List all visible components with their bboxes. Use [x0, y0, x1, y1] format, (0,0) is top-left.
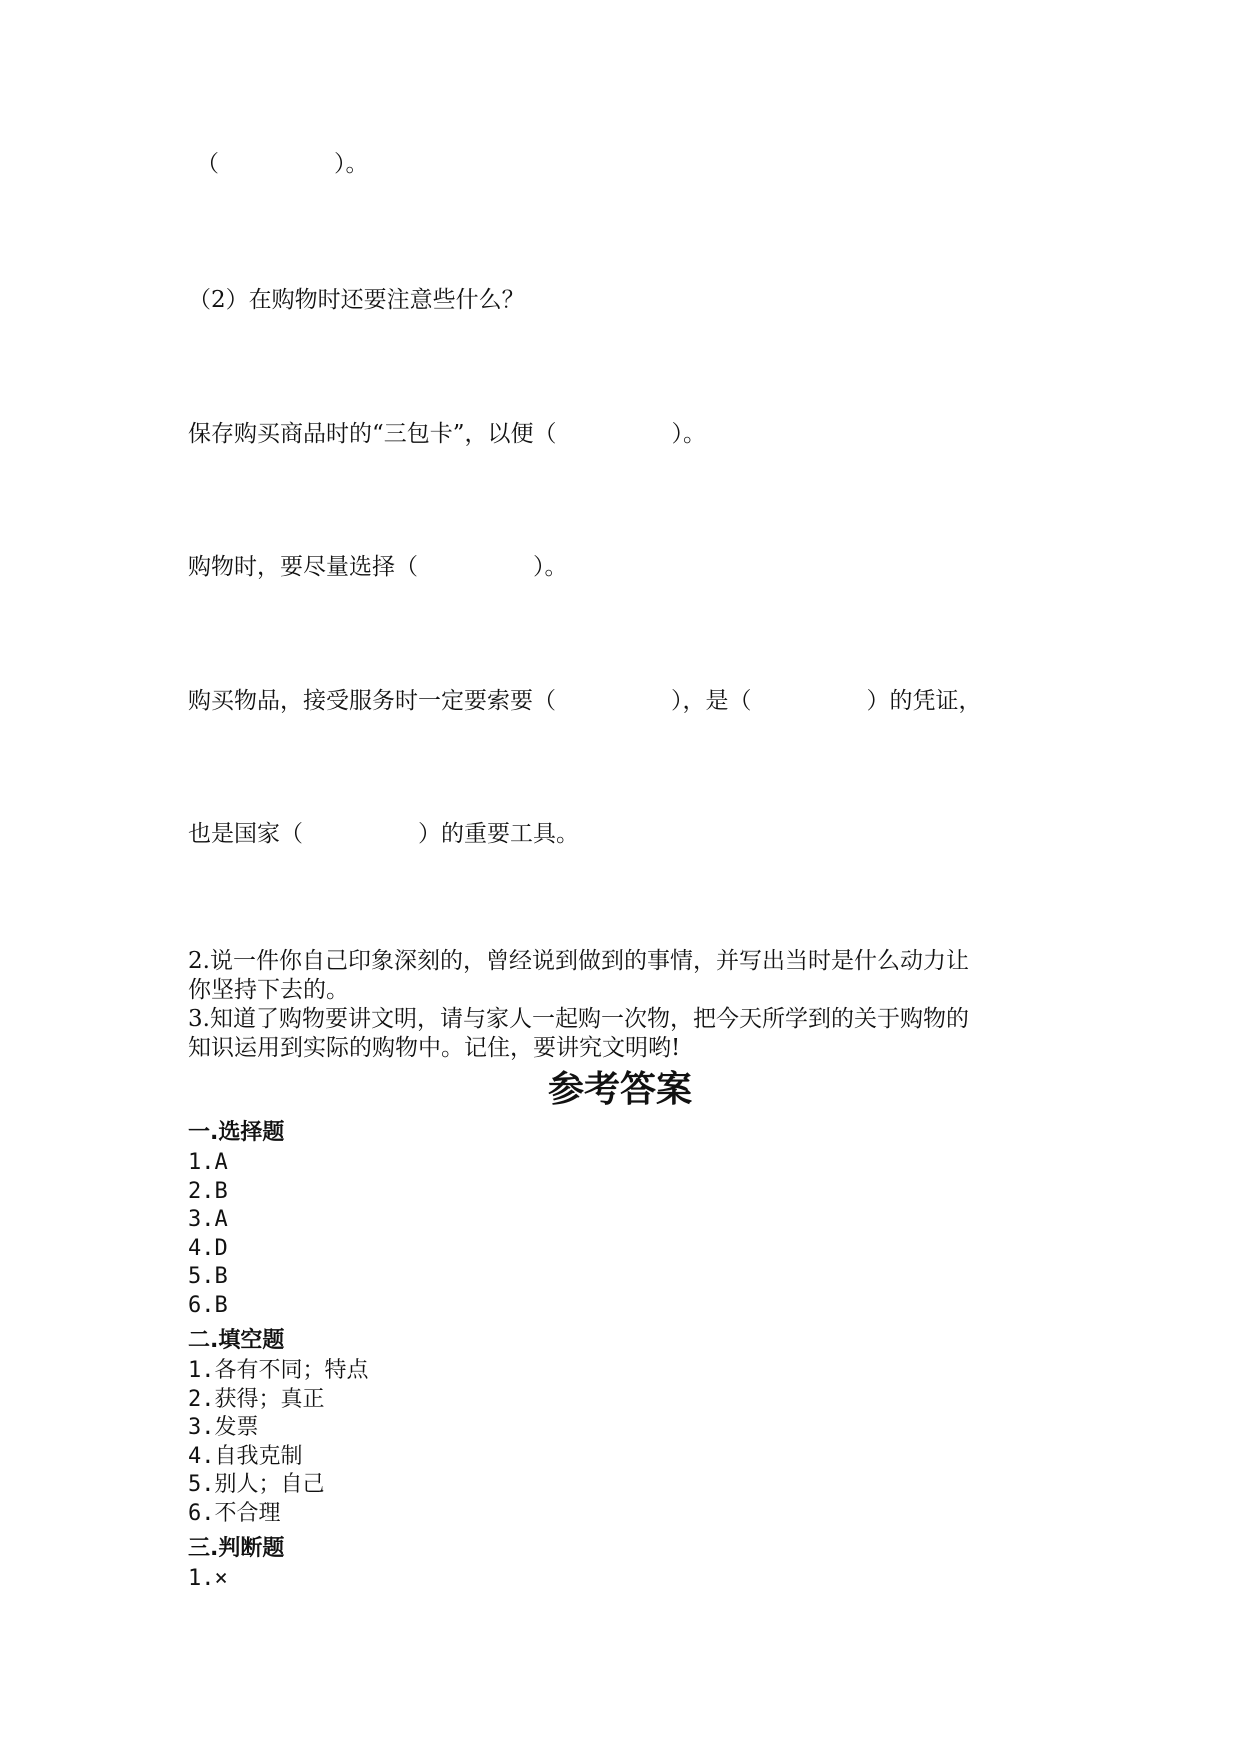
answer-key-title: 参考答案 — [547, 1069, 692, 1110]
q1-fill-line-2: 购物时，要尽量选择（ ）。 — [188, 554, 568, 580]
answer-item: 3.发票 — [188, 1415, 259, 1440]
answer-item: 6.B — [188, 1293, 228, 1318]
q1-fill-line-1: 保存购买商品时的“三包卡”，以便（ ）。 — [188, 421, 707, 447]
q1-fill-line-3: 购买物品，接受服务时一定要索要（ ），是（ ）的凭证， — [188, 688, 982, 714]
answer-item: 1.各有不同；特点 — [188, 1358, 369, 1383]
answer-item: 2.获得；真正 — [188, 1387, 325, 1412]
q1-fill-line-4: 也是国家（ ）的重要工具。 — [188, 821, 579, 847]
q2-line-1: 2.说一件你自己印象深刻的，曾经说到做到的事情，并写出当时是什么动力让 — [188, 948, 969, 974]
answer-item: 2.B — [188, 1179, 228, 1204]
q1-part2-prompt: （2）在购物时还要注意些什么？ — [188, 287, 525, 313]
q2-line-2: 你坚持下去的。 — [188, 977, 349, 1003]
answer-item: 3.A — [188, 1207, 228, 1232]
answer-item: 5.别人；自己 — [188, 1472, 325, 1497]
q3-line-2: 知识运用到实际的购物中。记住，要讲究文明哟! — [188, 1035, 681, 1061]
answer-item: 1.A — [188, 1150, 228, 1175]
answer-item: 6.不合理 — [188, 1501, 281, 1526]
answer-item: 4.自我克制 — [188, 1444, 303, 1469]
answer-item: 5.B — [188, 1264, 228, 1289]
q1-blank-line: （ ）。 — [196, 151, 369, 177]
answer-item: 4.D — [188, 1236, 228, 1261]
section-heading: 一.选择题 — [188, 1120, 285, 1145]
section-heading: 二.填空题 — [188, 1328, 285, 1353]
q3-line-1: 3.知道了购物要讲文明，请与家人一起购一次物，把今天所学到的关于购物的 — [188, 1006, 969, 1032]
answer-item: 1.× — [188, 1566, 228, 1591]
section-heading: 三.判断题 — [188, 1536, 285, 1561]
